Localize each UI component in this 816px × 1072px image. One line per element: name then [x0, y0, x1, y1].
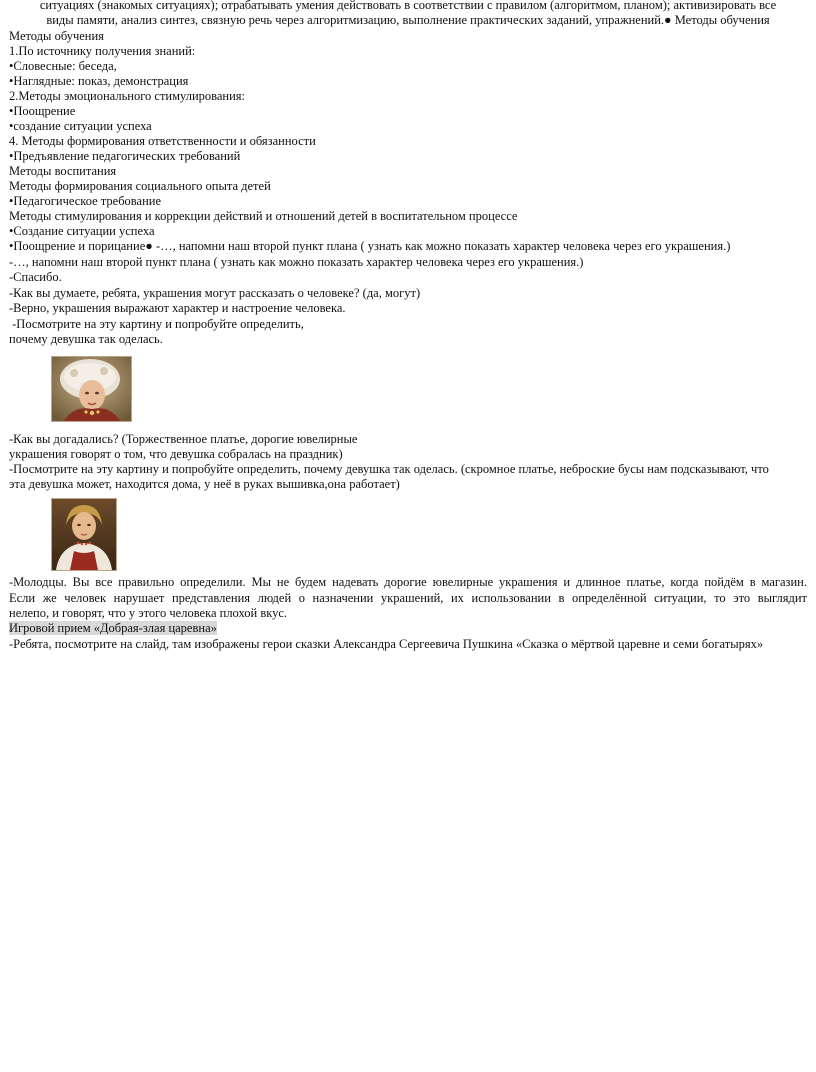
text-line: •Педагогическое требование	[9, 194, 162, 208]
painting-festive-girl-image	[51, 356, 132, 422]
painting-modest-girl-image	[51, 498, 117, 571]
praise-line-head: •Поощрение и порицание	[9, 239, 146, 253]
praise-line	[9, 239, 730, 254]
dialog-line: -Молодцы. Вы все правильно определили. Мы не будем надевать дорогие ювелирные украшения и длинное платье, когда пойдём в магазин.	[9, 575, 807, 589]
text-line: Методы воспитания	[9, 164, 117, 178]
text-line: 1.По источнику получения знаний:	[9, 44, 196, 58]
text-line: 2.Методы эмоционального стимулирования:	[9, 89, 246, 103]
intro-line-2-text: виды памяти, анализ синтез, связную речь через алгоритмизацию, выполнение практических заданий, упражнений.	[46, 13, 665, 27]
intro-line-2	[0, 13, 816, 28]
text-line: •Словесные: беседа,	[9, 59, 117, 73]
dialog-line: -Верно, украшения выражают характер и настроение человека.	[9, 301, 346, 315]
text-line: •создание ситуации успеха	[9, 119, 152, 133]
dialog-line: -Спасибо.	[9, 270, 62, 284]
dialog-line: украшения говорят о том, что девушка собралась на праздник)	[9, 447, 343, 461]
text-line: •Создание ситуации успеха	[9, 224, 155, 238]
dialog-line: эта девушка может, находится дома, у неё в руках вышивка,она работает)	[9, 477, 400, 491]
text-line: Методы формирования социального опыта детей	[9, 179, 271, 193]
game-heading-text: Игровой прием «Добрая-злая царевна»	[9, 621, 217, 635]
text-line: •Наглядные: показ, демонстрация	[9, 74, 189, 88]
dialog-line: нелепо, и говорят, что у этого человека плохой вкус.	[9, 606, 288, 620]
dialog-line: Если же человек нарушает представления людей о назначении украшений, их использовании в определённой ситуации, то это выглядит	[9, 591, 807, 605]
intro-line-2-tail: Методы обучения	[671, 13, 770, 27]
text-line: Методы стимулирования и коррекции действий и отношений детей в воспитательном процессе	[9, 209, 518, 223]
dialog-line: почему девушка так оделась.	[9, 332, 163, 346]
text-line: •Поощрение	[9, 104, 76, 118]
praise-line-tail: -…, напомни наш второй пункт плана ( узнать как можно показать характер человека через его украшения.)	[152, 239, 731, 253]
painting-festive-girl-icon	[52, 357, 131, 421]
final-line: -Ребята, посмотрите на слайд, там изображены герои сказки Александра Сергеевича Пушкина «Сказка о мёртвой царевне и семи богатырях»	[9, 637, 764, 651]
dialog-line: -Посмотрите на эту картину и попробуйте определить,	[9, 317, 304, 331]
dialog-line: -…, напомни наш второй пункт плана ( узнать как можно показать характер человека через его украшения.)	[9, 255, 584, 269]
text-line: 4. Методы формирования ответственности и обязанности	[9, 134, 316, 148]
dialog-line: -Как вы думаете, ребята, украшения могут рассказать о человеке? (да, могут)	[9, 286, 421, 300]
dialog-line: -Как вы догадались? (Торжественное платье, дорогие ювелирные	[9, 432, 358, 446]
bullet-icon: ●	[664, 13, 672, 27]
dialog-line: -Посмотрите на эту картину и попробуйте определить, почему девушка так оделась. (скромное платье, неброские бусы нам подсказывают, что	[9, 462, 769, 476]
text-line: •Предъявление педагогических требований	[9, 149, 241, 163]
bullet-icon: ●	[145, 239, 153, 253]
painting-modest-girl-icon	[52, 499, 116, 570]
intro-line-1: ситуациях (знакомых ситуациях); отрабатывать умения действовать в соответствии с правилом (алгоритмом, планом); активизировать все	[39, 0, 777, 12]
text-line: Методы обучения	[9, 29, 104, 43]
game-heading	[9, 621, 217, 636]
